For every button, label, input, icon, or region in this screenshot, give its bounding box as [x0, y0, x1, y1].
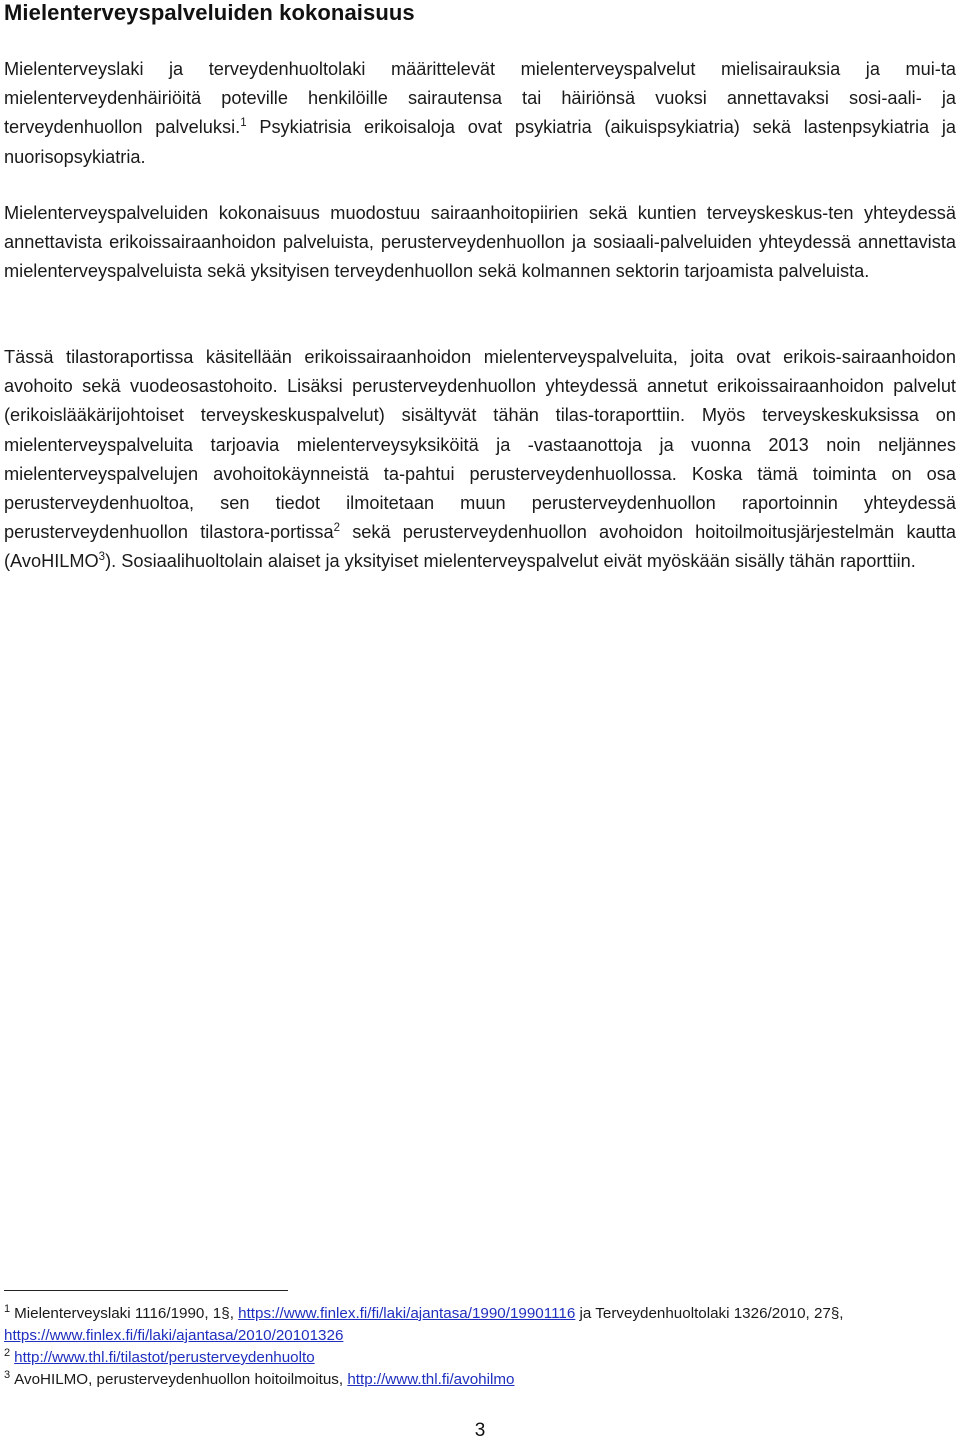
footnote-1-text-b: ja Terveydenhuoltolaki 1326/2010, 27§,	[575, 1305, 844, 1322]
footnote-3-text: AvoHILMO, perusterveydenhuollon hoitoilmoitus,	[14, 1371, 348, 1388]
footnote-2-number: 2	[4, 1346, 11, 1359]
footnote-1-text-a: Mielenterveyslaki 1116/1990, 1§,	[14, 1305, 239, 1322]
footnote-divider	[4, 1290, 288, 1291]
services-paragraph: Mielenterveyspalveluiden kokonaisuus muodostuu sairaanhoitopiirien sekä kuntien terveyskeskus-ten yhteydessä annettavista erikoissairaanhoidon palveluista, perusterveydenhuollon ja sosiaali-palveluiden yhteydessä annettavista mielenterveyspalveluista sekä yksityisen terveydenhuollon sekä kolmannen sektorin tarjoamista palveluista.	[4, 203, 956, 282]
footnotes-section	[4, 1303, 954, 1391]
page-number: 3	[474, 1420, 486, 1441]
thl-perusterveydenhuolto-link[interactable]: http://www.thl.fi/tilastot/perusterveydenhuolto	[14, 1349, 315, 1366]
footnote-ref-2[interactable]: 2	[333, 522, 341, 535]
scope-text-a: Tässä tilastoraportissa käsitellään erikoissairaanhoidon mielenterveyspalveluita, joita ovat erikois-sairaanhoidon avohoito sekä vuodeosastohoito. Lisäksi perusterveydenhuollon yhteydessä annetut erikoissairaanhoidon palvelut (erikoislääkärijohtoiset terveyskeskuspalvelut) sisältyvät tähän tilas-toraporttiin. Myös terveyskeskuksissa on mielenterveyspalveluita tarjoavia mielenterveysyksiköitä ja -vastaanottoja ja vuonna 2013 noin neljännes mielenterveyspalvelujen avohoitokäynneistä ta-pahtui perusterveydenhuollossa. Koska tämä toiminta on osa perusterveydenhuoltoa, sen tiedot ilmoitetaan muun perusterveydenhuollon raportoinnin yhteydessä perusterveydenhuollon tilastora-portissa	[4, 347, 956, 543]
intro-text-a: Mielenterveyslaki ja terveydenhuoltolaki määrittelevät mielenterveyspalvelut mielisairauksia ja mui-ta mielenterveydenhäiriöitä poteville henkilöille sairautensa tai häiriönsä vuoksi annettavaksi sosi-aali- ja terveydenhuollon palveluksi.	[4, 59, 956, 138]
thl-avohilmo-link[interactable]: http://www.thl.fi/avohilmo	[347, 1371, 515, 1388]
page-title: Mielenterveyspalveluiden kokonaisuus	[4, 0, 415, 25]
footnote-3	[4, 1369, 954, 1391]
footnote-2	[4, 1347, 954, 1369]
intro-text-b: Psykiatrisia erikoisaloja ovat psykiatria (aikuispsykiatria) sekä lastenpsykiatria ja nuorisopsykiatria.	[4, 117, 957, 167]
finlex-2010-link[interactable]: https://www.finlex.fi/fi/laki/ajantasa/2010/20101326	[4, 1327, 344, 1344]
footnote-1	[4, 1303, 954, 1347]
scope-text-c: ). Sosiaalihuoltolain alaiset ja yksityiset mielenterveyspalvelut eivät myöskään sisälly tähän raporttiin.	[105, 551, 916, 572]
footnote-1-number: 1	[4, 1302, 11, 1315]
report-scope-paragraph	[4, 343, 956, 577]
finlex-1990-link[interactable]: https://www.finlex.fi/fi/laki/ajantasa/1990/19901116	[238, 1305, 576, 1322]
intro-paragraph	[4, 55, 956, 172]
footnote-ref-3[interactable]: 3	[98, 551, 106, 564]
scope-text-b: sekä perusterveydenhuollon avohoidon hoitoilmoitusjärjestelmän kautta (AvoHILMO	[4, 522, 956, 572]
footnote-ref-1[interactable]: 1	[240, 117, 247, 130]
footnote-3-number: 3	[4, 1368, 11, 1381]
